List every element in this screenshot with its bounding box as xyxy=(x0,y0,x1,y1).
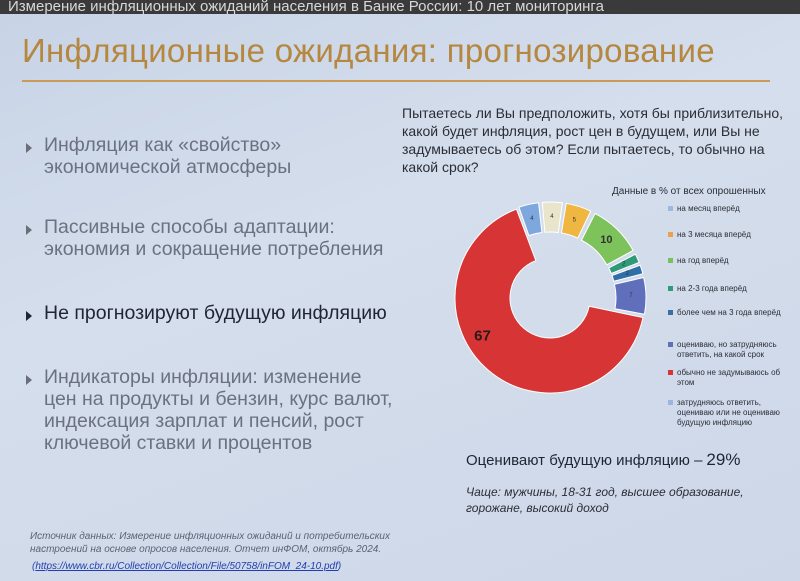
donut-label-unsure-term: 7 xyxy=(629,293,633,300)
legend-label: затрудняюсь ответить, оцениваю или не оцениваю будущую инфляцию xyxy=(677,398,780,427)
legend-label: более чем на 3 года вперёд xyxy=(677,308,781,317)
bullet-text: Индикаторы инфляции: изменение цен на продукты и бензин, курс валют, индексация зарплат и пенсий, рост ключевой ставки и процентов xyxy=(44,366,393,454)
legend-label: на 3 месяца вперёд xyxy=(677,230,751,239)
bullet-text: Не прогнозируют будущую инфляцию xyxy=(44,302,387,324)
donut-label-year: 10 xyxy=(600,233,613,246)
donut-label-not-thinking: 67 xyxy=(474,327,491,345)
donut-label-over-three-years: 2 xyxy=(625,270,629,277)
source-link-close: ) xyxy=(337,561,342,572)
legend-label: на 2-3 года вперёд xyxy=(677,284,747,293)
legend-swatch xyxy=(668,310,673,315)
bullet-text: Инфляция как «свойство» экономической атмосферы xyxy=(44,134,292,178)
summary-value: 29% xyxy=(706,450,741,469)
summary-label: Оценивают будущую инфляцию – xyxy=(466,452,703,469)
legend-label: оцениваю, но затрудняюсь ответить, на какой срок xyxy=(677,340,777,359)
donut-label-two-three-years: 2 xyxy=(622,261,626,268)
bullet-arrow-icon xyxy=(26,143,32,153)
slide-title: Инфляционные ожидания: прогнозирование xyxy=(22,32,715,69)
donut-label-month: 4 xyxy=(550,214,554,221)
donut-label-hard-to-say: 4 xyxy=(530,216,534,223)
respondent-profile: Чаще: мужчины, 18-31 год, высшее образование, горожане, высокий доход xyxy=(466,485,744,515)
title-underline xyxy=(22,80,770,82)
data-note: Данные в % от всех опрошенных xyxy=(612,186,766,197)
bullet-arrow-icon xyxy=(26,375,32,385)
donut-chart xyxy=(452,198,662,398)
survey-question: Пытаетесь ли Вы предположить, хотя бы приблизительно, какой будет инфляция, рост цен в будущем, или Вы не задумываетесь об этом? Если пытаетесь, то обычно на какой срок? xyxy=(402,105,784,175)
legend-label: на год вперёд xyxy=(677,256,729,265)
legend-swatch xyxy=(668,370,673,375)
legend-swatch xyxy=(668,206,673,211)
legend-label: обычно не задумываюсь об этом xyxy=(677,368,781,387)
donut-label-three-months: 5 xyxy=(572,217,576,224)
presentation-header-bar: Измерение инфляционных ожиданий населения в Банке России: 10 лет мониторинга xyxy=(0,0,800,14)
legend-swatch xyxy=(668,400,673,405)
source-citation: Источник данных: Измерение инфляционных ожиданий и потребительских настроений на основе опросов населения. Отчет инФОМ, октябрь 2024. xyxy=(30,531,390,555)
bullet-arrow-icon xyxy=(26,225,32,235)
legend-swatch xyxy=(668,286,673,291)
legend-swatch xyxy=(668,342,673,347)
bullet-text: Пассивные способы адаптации: экономия и сокращение потребления xyxy=(44,216,384,260)
summary-line xyxy=(466,450,740,470)
source-link-open: ( xyxy=(32,561,36,572)
source-link[interactable]: https://www.cbr.ru/Collection/Collection/File/50758/inFOM_24-10.pdf xyxy=(35,561,338,572)
legend-swatch xyxy=(668,232,673,237)
legend-label: на месяц вперёд xyxy=(677,204,740,213)
legend-swatch xyxy=(668,258,673,263)
source-link-line xyxy=(32,561,341,572)
bullet-arrow-icon xyxy=(26,311,32,321)
